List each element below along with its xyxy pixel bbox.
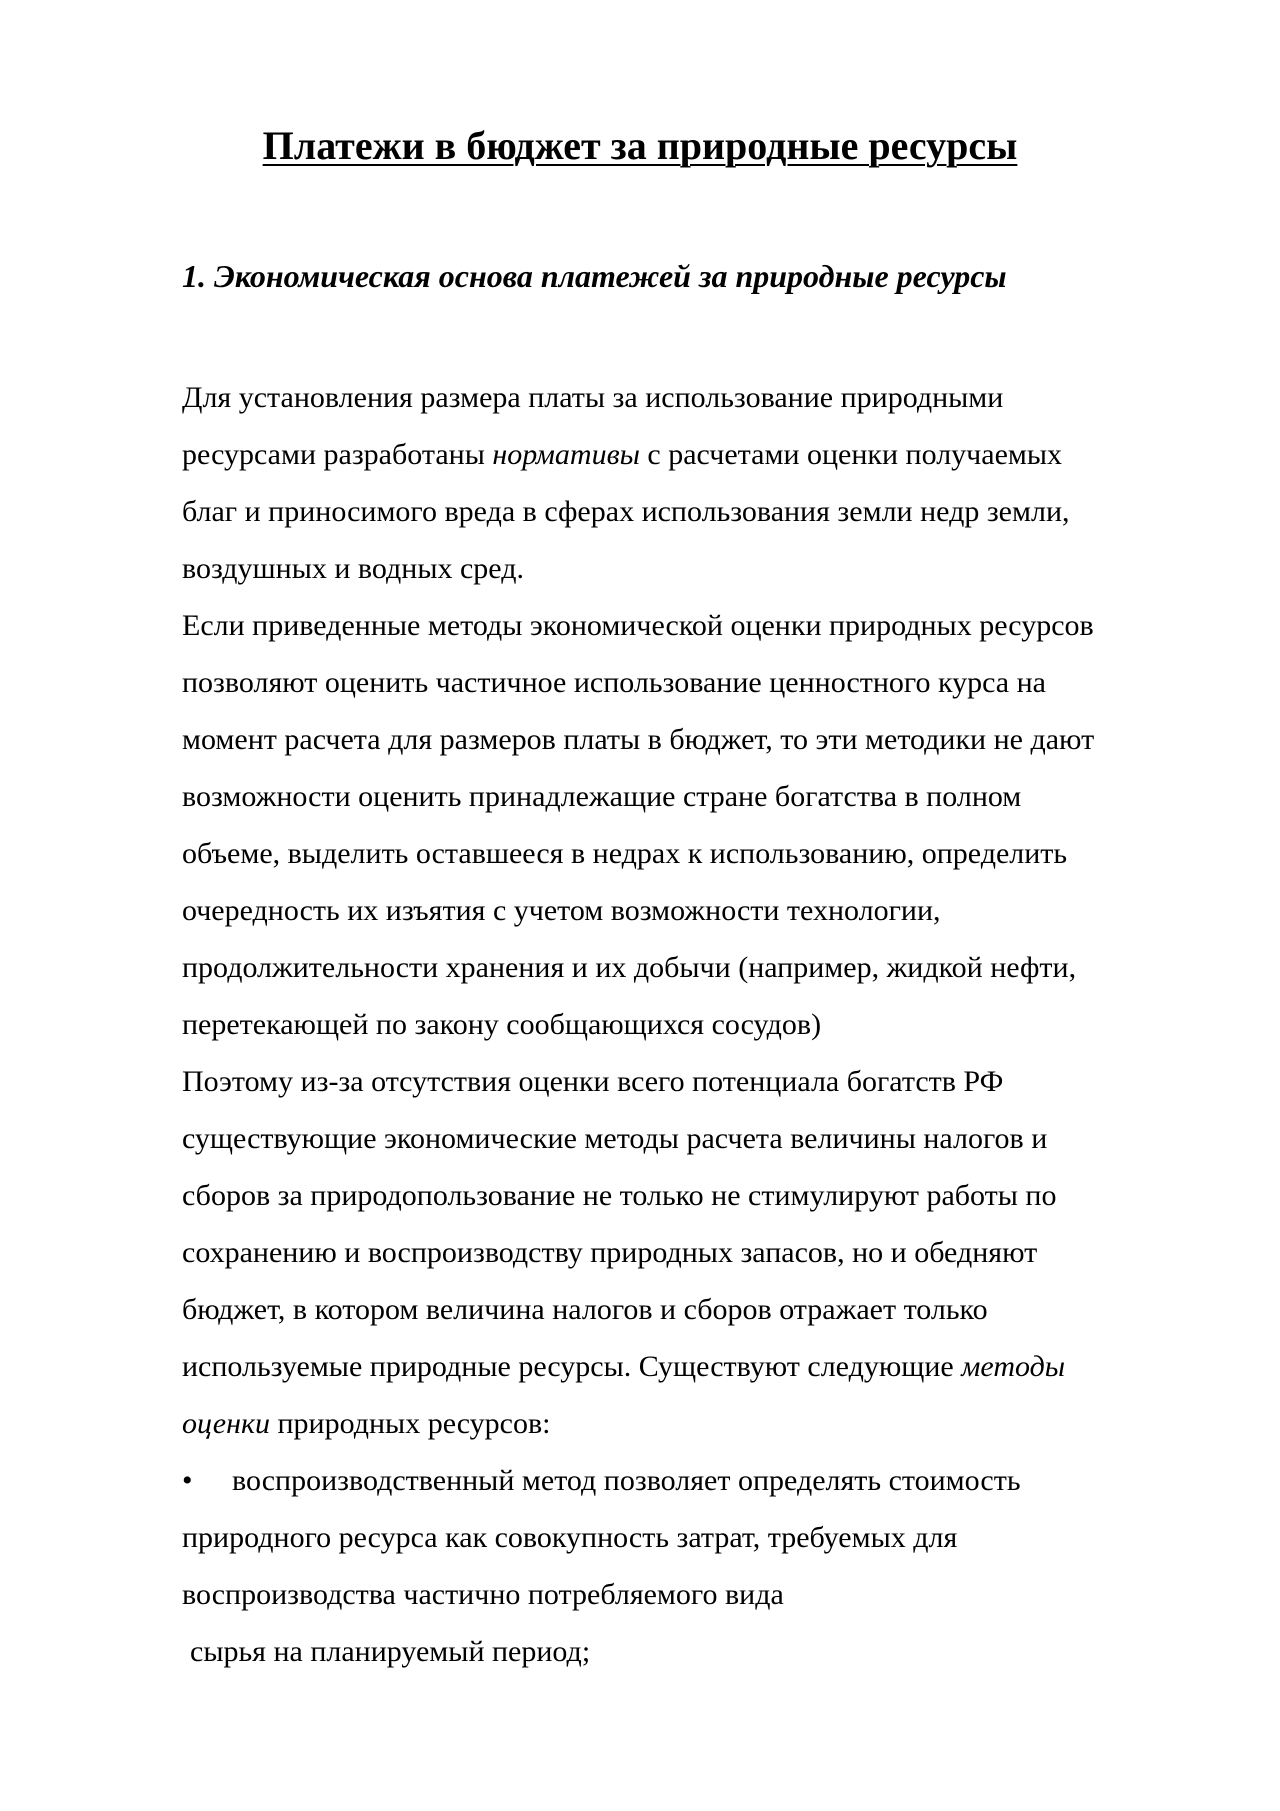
text-run: ресурсами разработаны bbox=[182, 438, 493, 471]
text-run: природных ресурсов: bbox=[269, 1407, 551, 1440]
bullet-item bbox=[182, 1452, 1182, 1509]
document-title: Платежи в бюджет за природные ресурсы bbox=[262, 123, 1018, 168]
text-line: позволяют оценить частичное использование ценностного курса на bbox=[182, 666, 1046, 699]
text-line: Если приведенные методы экономической оценки природных ресурсов bbox=[182, 609, 1094, 642]
text-line: воздушных и водных сред. bbox=[182, 552, 524, 585]
text-line: Поэтому из-за отсутствия оценки всего потенциала богатств РФ bbox=[182, 1065, 1004, 1098]
text-line: воспроизводства частично потребляемого вида bbox=[182, 1578, 784, 1611]
text-run: используемые природные ресурсы. Существуют следующие bbox=[182, 1350, 962, 1383]
italic-term: методы bbox=[961, 1350, 1066, 1383]
bullet-icon: • bbox=[182, 1464, 193, 1497]
body-text bbox=[182, 369, 1182, 1680]
text-line: Для установления размера платы за использование природными bbox=[182, 381, 1004, 414]
text-line: продолжительности хранения и их добычи (например, жидкой нефти, bbox=[182, 951, 1077, 984]
text-line: перетекающей по закону сообщающихся сосудов) bbox=[182, 1008, 822, 1041]
text-line: сохранению и воспроизводству природных запасов, но и обедняют bbox=[182, 1236, 1038, 1269]
text-line: бюджет, в котором величина налогов и сборов отражает только bbox=[182, 1293, 988, 1326]
text-line bbox=[182, 1338, 1182, 1395]
text-line bbox=[182, 426, 1182, 483]
text-line: момент расчета для размеров платы в бюджет, то эти методики не дают bbox=[182, 723, 1095, 756]
text-line: природного ресурса как совокупность затрат, требуемых для bbox=[182, 1521, 958, 1554]
text-line: объеме, выделить оставшееся в недрах к использованию, определить bbox=[182, 837, 1068, 870]
text-line: возможности оценить принадлежащие стране богатства в полном bbox=[182, 780, 1022, 813]
text-line: сырья на планируемый период; bbox=[190, 1635, 591, 1668]
italic-term: нормативы bbox=[492, 438, 640, 471]
text-line bbox=[182, 1395, 1182, 1452]
text-run: воспроизводственный метод позволяет определять стоимость bbox=[232, 1464, 1021, 1497]
text-run: с расчетами оценки получаемых bbox=[639, 438, 1063, 471]
italic-term: оценки bbox=[182, 1407, 270, 1440]
text-line: благ и приносимого вреда в сферах использования земли недр земли, bbox=[182, 495, 1070, 528]
text-line: сборов за природопользование не только не стимулируют работы по bbox=[182, 1179, 1057, 1212]
text-line: очередность их изъятия с учетом возможности технологии, bbox=[182, 894, 941, 927]
section-heading: 1. Экономическая основа платежей за природные ресурсы bbox=[182, 258, 1007, 294]
text-line: существующие экономические методы расчета величины налогов и bbox=[182, 1122, 1048, 1155]
